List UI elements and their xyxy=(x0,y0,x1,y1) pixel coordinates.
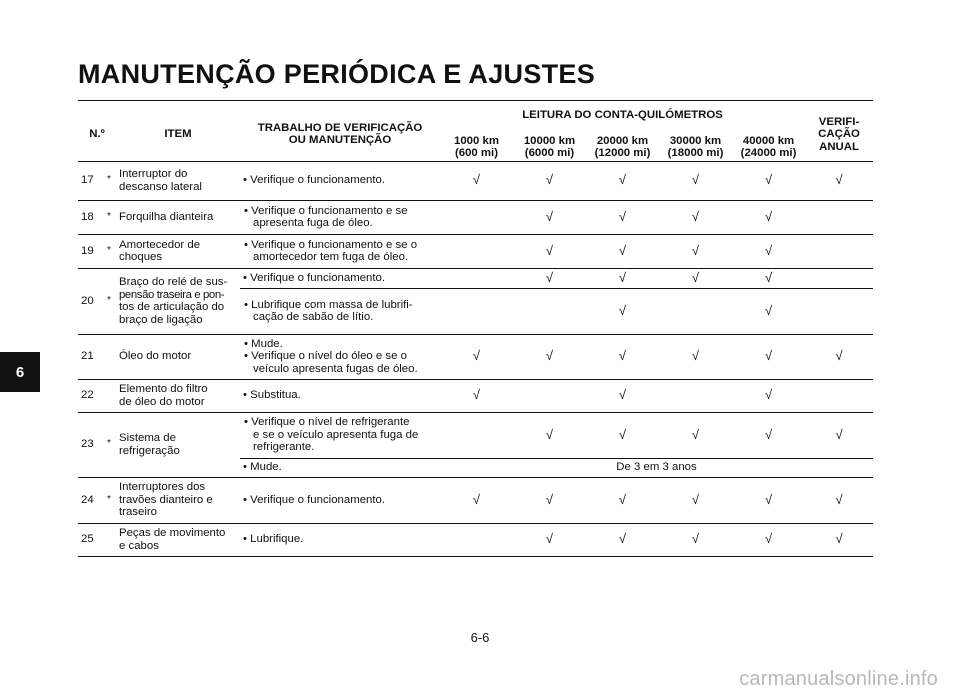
check-mark: √ xyxy=(545,348,554,364)
item-name: Braço do relé de sus- pensão traseira e pon- tos de articulação do braço de ligação xyxy=(116,268,240,334)
chapter-tab: 6 xyxy=(0,352,40,392)
check-mark: √ xyxy=(835,426,843,442)
row-number: 18 xyxy=(81,210,94,223)
check-mark: √ xyxy=(545,491,554,507)
check-mark: √ xyxy=(691,348,700,364)
check-mark: √ xyxy=(545,426,554,442)
table-row xyxy=(78,234,873,268)
check-mark: √ xyxy=(618,172,627,188)
check-mark: √ xyxy=(545,269,554,285)
header-item: ITEM xyxy=(164,128,192,140)
check-mark: √ xyxy=(835,491,843,507)
item-name: Interruptor do descanso lateral xyxy=(119,168,202,193)
table-row xyxy=(78,412,873,458)
asterisk-mark: * xyxy=(107,210,111,222)
check-mark: √ xyxy=(764,387,773,403)
check-mark: √ xyxy=(545,531,554,547)
work-description: • Verifique o nível de refrigerante e se o veículo apresenta fuga de refrigerante. xyxy=(244,416,419,454)
check-mark: √ xyxy=(764,242,773,258)
check-mark: √ xyxy=(472,387,481,403)
check-mark: √ xyxy=(691,172,700,188)
header-work-line1: TRABALHO DE VERIFICAÇÃO xyxy=(257,121,423,134)
work-description: • Mude. xyxy=(243,461,282,474)
check-mark: √ xyxy=(691,426,700,442)
watermark: carmanualsonline.info xyxy=(739,668,938,690)
header-km-10000: 10000 km (6000 mi) xyxy=(523,134,576,159)
table-row xyxy=(78,523,873,556)
header-annual-line1: VERIFI- xyxy=(818,115,860,128)
work-description: • Lubrifique. xyxy=(243,533,304,546)
table-row xyxy=(78,477,873,523)
check-mark: √ xyxy=(691,531,700,547)
check-mark: √ xyxy=(835,172,843,188)
check-mark: √ xyxy=(835,531,843,547)
check-mark: √ xyxy=(618,387,627,403)
page-number: 6-6 xyxy=(470,630,490,645)
check-mark: √ xyxy=(764,302,773,318)
item-name: Peças de movimento e cabos xyxy=(119,527,226,552)
check-mark: √ xyxy=(472,172,481,188)
item-name: Elemento do filtro de óleo do motor xyxy=(119,383,208,408)
row-number: 24 xyxy=(81,493,94,506)
check-mark: √ xyxy=(764,269,773,285)
title-divider xyxy=(78,100,873,101)
work-description: • Verifique o funcionamento e se apresenta fuga de óleo. xyxy=(244,204,408,229)
table-row xyxy=(78,268,873,288)
work-description: • Verifique o funcionamento. xyxy=(243,271,386,284)
item-name: Forquilha dianteira xyxy=(119,210,214,223)
asterisk-mark: * xyxy=(107,244,111,256)
check-mark: √ xyxy=(691,491,700,507)
table-row xyxy=(78,379,873,412)
row-number: 20 xyxy=(81,294,94,307)
check-mark: √ xyxy=(764,172,773,188)
row-number: 23 xyxy=(78,412,104,477)
work-description: • Substitua. xyxy=(243,389,301,402)
header-km-40000: 40000 km (24000 mi) xyxy=(740,134,797,159)
check-mark: √ xyxy=(618,208,627,224)
item-name: Sistema de refrigeração xyxy=(116,412,240,477)
check-mark: √ xyxy=(764,426,773,442)
check-mark: √ xyxy=(691,269,700,285)
check-mark: √ xyxy=(618,302,627,318)
check-mark: √ xyxy=(764,531,773,547)
check-mark: √ xyxy=(764,208,773,224)
page-title: MANUTENÇÃO PERIÓDICA E AJUSTES xyxy=(78,59,596,89)
work-description: • Verifique o funcionamento e se o amortecedor tem fuga de óleo. xyxy=(244,238,418,263)
table-row xyxy=(78,200,873,234)
work-description: • Verifique o funcionamento. xyxy=(243,174,386,187)
item-name: Amortecedor de choques xyxy=(119,238,201,263)
header-annual xyxy=(805,108,873,161)
check-mark: √ xyxy=(618,531,627,547)
asterisk-mark: * xyxy=(104,412,116,477)
header-annual-line2: CAÇÃO xyxy=(818,128,860,140)
header-km-20000: 20000 km (12000 mi) xyxy=(594,134,651,159)
header-annual-line3: ANUAL xyxy=(819,140,859,153)
row-number: 21 xyxy=(81,350,94,363)
header-km-1000: 1000 km (600 mi) xyxy=(454,134,499,159)
asterisk-mark: * xyxy=(107,493,111,505)
header-km-30000: 30000 km (18000 mi) xyxy=(667,134,724,159)
header-no: N.º xyxy=(89,128,105,140)
row-number: 25 xyxy=(81,533,94,546)
table-row xyxy=(78,334,873,379)
check-mark: √ xyxy=(691,208,700,224)
table-row xyxy=(78,161,873,200)
check-mark: √ xyxy=(545,208,554,224)
check-mark: √ xyxy=(618,242,627,258)
asterisk-mark: * xyxy=(107,174,111,186)
check-mark: √ xyxy=(835,348,843,364)
header-work-line2: OU MANUTENÇÃO xyxy=(288,134,392,147)
check-mark: √ xyxy=(691,242,700,258)
check-mark: √ xyxy=(764,348,773,364)
row-number: 19 xyxy=(81,244,94,257)
work-description: • Lubrifique com massa de lubrifi- cação de sabão de lítio. xyxy=(244,298,413,323)
check-mark: √ xyxy=(545,172,554,188)
check-mark: √ xyxy=(472,348,481,364)
item-name: Óleo do motor xyxy=(119,350,192,363)
check-mark: √ xyxy=(618,348,627,364)
header-work xyxy=(240,108,440,161)
asterisk-mark: * xyxy=(107,294,111,306)
check-mark: √ xyxy=(618,269,627,285)
header-odometer: LEITURA DO CONTA-QUILÓMETROS xyxy=(522,109,723,121)
check-mark: √ xyxy=(618,426,627,442)
maintenance-table xyxy=(78,108,873,557)
item-name: Interruptores dos travões dianteiro e traseiro xyxy=(119,481,213,519)
check-mark: √ xyxy=(472,491,481,507)
interval-note: De 3 em 3 anos xyxy=(616,461,697,474)
check-mark: √ xyxy=(764,491,773,507)
row-number: 22 xyxy=(81,389,94,402)
row-number: 17 xyxy=(81,174,94,187)
check-mark: √ xyxy=(618,491,627,507)
check-mark: √ xyxy=(545,242,554,258)
work-description: • Verifique o funcionamento. xyxy=(243,493,386,506)
work-description: • Mude. • Verifique o nível do óleo e se o veículo apresenta fugas de óleo. xyxy=(244,337,418,375)
